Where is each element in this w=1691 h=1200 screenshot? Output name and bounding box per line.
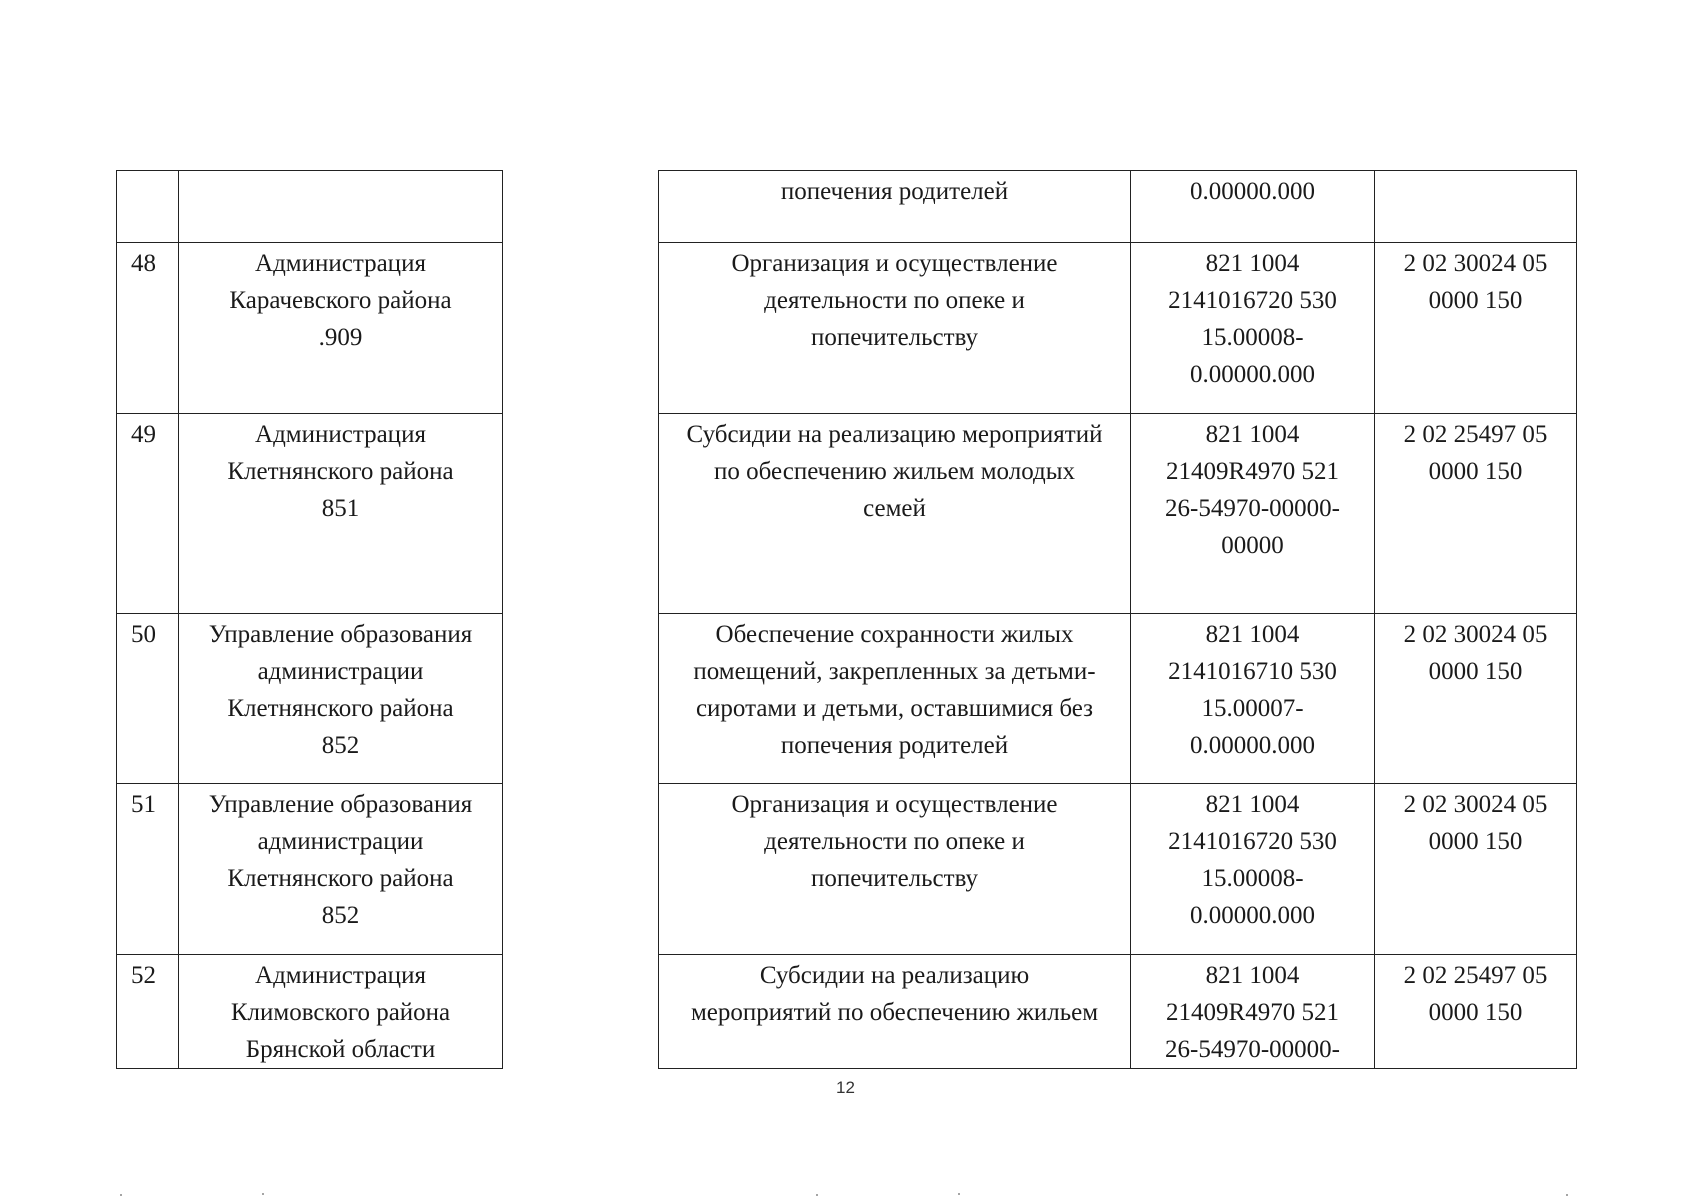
cell-line: попечения родителей [780, 732, 1009, 759]
budget-code-cell [1131, 784, 1375, 955]
cell-line: администрации [257, 828, 424, 855]
scan-speck [958, 1193, 960, 1195]
cell-line: 821 1004 [1205, 621, 1300, 648]
kbk-cell [1375, 614, 1577, 784]
kbk-cell [1375, 784, 1577, 955]
cell-line: деятельности по опеке и [764, 828, 1025, 855]
kbk-cell [1375, 171, 1577, 243]
purpose-cell [659, 955, 1131, 1069]
cell-line: 2 02 30024 05 [1403, 791, 1548, 818]
organization-cell [179, 784, 503, 955]
cell-line: 21409R4970 521 [1166, 999, 1339, 1026]
cell-line: 15.00008- [1201, 324, 1304, 351]
purpose-cell [659, 243, 1131, 414]
subsidy-table [116, 170, 1577, 1069]
purpose-cell [659, 614, 1131, 784]
purpose-cell [659, 784, 1131, 955]
cell-line: 821 1004 [1205, 421, 1300, 448]
row-number-cell: 51 [117, 784, 179, 955]
cell-line: 0.00000.000 [1190, 902, 1315, 929]
cell-line: 2 02 25497 05 [1403, 421, 1548, 448]
cell-line: попечения родителей [780, 178, 1009, 205]
row-number-cell: 49 [117, 414, 179, 614]
empty-column-cell [503, 614, 659, 784]
cell-line: 0000 150 [1428, 458, 1523, 485]
cell-line: Клетнянского района [227, 695, 454, 722]
cell-line: 0.00000.000 [1190, 361, 1315, 388]
table-body [117, 171, 1577, 1069]
scan-speck [816, 1194, 818, 1196]
row-number-cell: 52 [117, 955, 179, 1069]
budget-code-cell [1131, 243, 1375, 414]
table-row [117, 784, 1577, 955]
kbk-cell [1375, 243, 1577, 414]
purpose-cell [659, 414, 1131, 614]
cell-line: деятельности по опеке и [764, 287, 1025, 314]
cell-line: Организация и осуществление [731, 791, 1058, 818]
scan-speck [120, 1194, 122, 1196]
empty-column-cell [503, 414, 659, 614]
empty-column-cell [503, 955, 659, 1069]
cell-line: Администрация [255, 421, 426, 448]
cell-line: попечительству [810, 865, 979, 892]
kbk-cell [1375, 414, 1577, 614]
cell-line: 852 [321, 902, 360, 929]
cell-line: по обеспечению жильем молодых [714, 458, 1075, 485]
cell-line: Клетнянского района [227, 458, 454, 485]
cell-line: 821 1004 [1205, 791, 1300, 818]
cell-line: 21409R4970 521 [1166, 458, 1339, 485]
organization-cell [179, 955, 503, 1069]
cell-line: 2 02 30024 05 [1403, 250, 1548, 277]
cell-line: 26-54970-00000- [1165, 1036, 1340, 1063]
cell-line: 26-54970-00000- [1165, 495, 1340, 522]
organization-cell [179, 414, 503, 614]
cell-line: администрации [257, 658, 424, 685]
cell-line: Администрация [255, 962, 426, 989]
cell-line: 15.00008- [1201, 865, 1304, 892]
cell-line: Брянской области [245, 1036, 436, 1063]
cell-line: мероприятий по обеспечению жильем [690, 999, 1099, 1026]
cell-line: 2141016720 530 [1168, 287, 1337, 314]
cell-line: 2 02 25497 05 [1403, 962, 1548, 989]
cell-line: 0000 150 [1428, 828, 1523, 855]
cell-line: Карачевского района [229, 287, 452, 314]
cell-line: Субсидии на реализацию мероприятий [686, 421, 1103, 448]
purpose-cell [659, 171, 1131, 243]
scan-speck [1566, 1194, 1568, 1196]
cell-line: 00000 [1221, 532, 1284, 559]
cell-line: 2141016710 530 [1168, 658, 1337, 685]
cell-line: Организация и осуществление [731, 250, 1058, 277]
row-number-cell: 50 [117, 614, 179, 784]
cell-line: Администрация [255, 250, 426, 277]
cell-line: Обеспечение сохранности жилых [715, 621, 1074, 648]
empty-column-cell [503, 784, 659, 955]
cell-line: .909 [318, 324, 363, 351]
budget-code-cell [1131, 171, 1375, 243]
cell-line: 0000 150 [1428, 287, 1523, 314]
cell-line: помещений, закрепленных за детьми- [693, 658, 1096, 685]
cell-line: 0000 150 [1428, 999, 1523, 1026]
cell-line: 0.00000.000 [1190, 732, 1315, 759]
organization-cell [179, 171, 503, 243]
cell-line: попечительству [810, 324, 979, 351]
cell-line: 2 02 30024 05 [1403, 621, 1548, 648]
cell-line: 851 [321, 495, 360, 522]
row-number-cell [117, 171, 179, 243]
cell-line: Управление образования [208, 791, 473, 818]
page-number: 12 [836, 1078, 855, 1097]
cell-line: Клетнянского района [227, 865, 454, 892]
budget-code-cell [1131, 414, 1375, 614]
organization-cell [179, 614, 503, 784]
cell-line: Климовского района [230, 999, 451, 1026]
organization-cell [179, 243, 503, 414]
budget-code-cell [1131, 955, 1375, 1069]
cell-line: 852 [321, 732, 360, 759]
kbk-cell [1375, 955, 1577, 1069]
row-number-cell: 48 [117, 243, 179, 414]
table-row [117, 614, 1577, 784]
table-row [117, 414, 1577, 614]
cell-line: 2141016720 530 [1168, 828, 1337, 855]
empty-column-cell [503, 171, 659, 243]
cell-line: 821 1004 [1205, 250, 1300, 277]
table-row [117, 243, 1577, 414]
cell-line: 15.00007- [1201, 695, 1304, 722]
cell-line: 0000 150 [1428, 658, 1523, 685]
cell-line: семей [863, 495, 926, 522]
cell-line: 0.00000.000 [1190, 178, 1315, 205]
scan-speck [262, 1193, 264, 1195]
budget-code-cell [1131, 614, 1375, 784]
cell-line: 821 1004 [1205, 962, 1300, 989]
empty-column-cell [503, 243, 659, 414]
cell-line: Управление образования [208, 621, 473, 648]
table-row [117, 171, 1577, 243]
table-row [117, 955, 1577, 1069]
cell-line: Субсидии на реализацию [759, 962, 1030, 989]
cell-line: сиротами и детьми, оставшимися без [695, 695, 1094, 722]
